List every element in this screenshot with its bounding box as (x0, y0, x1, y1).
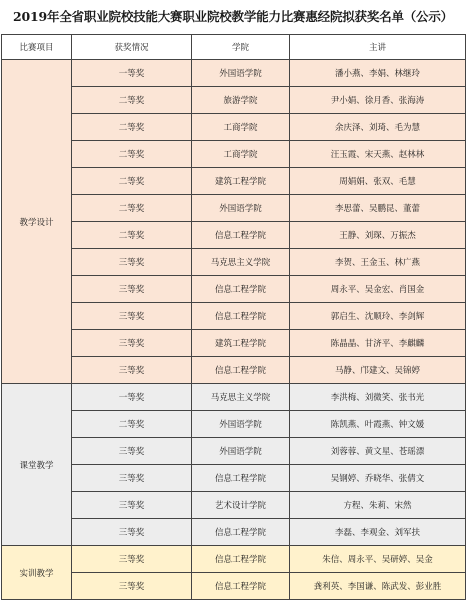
table-row (2, 276, 466, 303)
college-cell: 建筑工程学院 (192, 168, 290, 195)
table-row (2, 573, 466, 600)
award-cell: 三等奖 (72, 492, 192, 519)
college-cell: 信息工程学院 (192, 222, 290, 249)
category-cell-practical: 实训教学 (2, 546, 72, 600)
table-row (2, 168, 466, 195)
college-cell: 信息工程学院 (192, 573, 290, 600)
award-cell: 三等奖 (72, 249, 192, 276)
table-row (2, 384, 466, 411)
award-cell: 二等奖 (72, 87, 192, 114)
college-cell: 信息工程学院 (192, 465, 290, 492)
presenters-cell: 尹小娟、徐月香、张海涛 (290, 87, 466, 114)
award-cell: 一等奖 (72, 384, 192, 411)
presenters-cell: 龚利英、李国谦、陈武发、彭业胜 (290, 573, 466, 600)
award-cell: 三等奖 (72, 519, 192, 546)
college-cell: 信息工程学院 (192, 519, 290, 546)
presenters-cell: 吴钢婷、乔晓华、张倩文 (290, 465, 466, 492)
award-cell: 一等奖 (72, 60, 192, 87)
award-cell: 三等奖 (72, 303, 192, 330)
table-row (2, 195, 466, 222)
table-row (2, 141, 466, 168)
award-cell: 三等奖 (72, 465, 192, 492)
presenters-cell: 汪玉霞、宋天燕、赵林林 (290, 141, 466, 168)
presenters-cell: 王静、刘琛、万振杰 (290, 222, 466, 249)
page-title: 2019年全省职业院校技能大赛职业院校教学能力比赛惠经院拟获奖名单（公示） (13, 9, 453, 24)
table-row (2, 357, 466, 384)
college-cell: 信息工程学院 (192, 357, 290, 384)
award-cell: 二等奖 (72, 222, 192, 249)
table-row (2, 249, 466, 276)
table-row (2, 546, 466, 573)
presenters-cell: 周永平、吴金宏、肖国金 (290, 276, 466, 303)
college-cell: 信息工程学院 (192, 546, 290, 573)
award-cell: 二等奖 (72, 168, 192, 195)
presenters-cell: 陈晶晶、甘济平、李麒麟 (290, 330, 466, 357)
college-cell: 旅游学院 (192, 87, 290, 114)
award-cell: 三等奖 (72, 276, 192, 303)
college-cell: 工商学院 (192, 114, 290, 141)
table-row (2, 519, 466, 546)
award-table-body (2, 60, 466, 600)
header-college: 学院 (192, 35, 290, 60)
presenters-cell: 李洪梅、刘微笑、张书光 (290, 384, 466, 411)
presenters-cell: 李贺、王金玉、林广燕 (290, 249, 466, 276)
header-award: 获奖情况 (72, 35, 192, 60)
presenters-cell: 李磊、李观金、刘军扶 (290, 519, 466, 546)
table-row (2, 222, 466, 249)
header-category: 比赛项目 (2, 35, 72, 60)
presenters-cell: 郭启生、沈顺玲、李剑辉 (290, 303, 466, 330)
award-cell: 二等奖 (72, 114, 192, 141)
table-row (2, 87, 466, 114)
category-cell-classroom: 课堂教学 (2, 384, 72, 546)
table-row (2, 438, 466, 465)
table-row (2, 114, 466, 141)
presenters-cell: 刘蓉蓉、黄文星、苍瑶漂 (290, 438, 466, 465)
category-cell-design: 教学设计 (2, 60, 72, 384)
college-cell: 建筑工程学院 (192, 330, 290, 357)
table-row (2, 303, 466, 330)
college-cell: 外国语学院 (192, 438, 290, 465)
award-cell: 三等奖 (72, 357, 192, 384)
award-cell: 二等奖 (72, 195, 192, 222)
award-table (1, 34, 466, 600)
college-cell: 信息工程学院 (192, 276, 290, 303)
award-cell: 二等奖 (72, 411, 192, 438)
college-cell: 艺术设计学院 (192, 492, 290, 519)
presenters-cell: 陈凯燕、叶霞燕、钟文媛 (290, 411, 466, 438)
presenters-cell: 余庆泽、刘琦、毛为慧 (290, 114, 466, 141)
college-cell: 信息工程学院 (192, 303, 290, 330)
header-row (2, 35, 466, 60)
table-row (2, 330, 466, 357)
award-cell: 三等奖 (72, 330, 192, 357)
college-cell: 外国语学院 (192, 411, 290, 438)
presenters-cell: 马静、邝建文、吴锦婷 (290, 357, 466, 384)
college-cell: 马克思主义学院 (192, 249, 290, 276)
award-cell: 三等奖 (72, 438, 192, 465)
presenters-cell: 朱信、周永平、吴研婷、吴金 (290, 546, 466, 573)
table-row (2, 411, 466, 438)
college-cell: 马克思主义学院 (192, 384, 290, 411)
award-cell: 三等奖 (72, 546, 192, 573)
table-row (2, 492, 466, 519)
table-row (2, 465, 466, 492)
award-cell: 三等奖 (72, 573, 192, 600)
college-cell: 工商学院 (192, 141, 290, 168)
presenters-cell: 周娟娟、张双、毛慧 (290, 168, 466, 195)
college-cell: 外国语学院 (192, 60, 290, 87)
header-presenters: 主讲 (290, 35, 466, 60)
college-cell: 外国语学院 (192, 195, 290, 222)
table-row (2, 60, 466, 87)
presenters-cell: 潘小燕、李娟、林继玲 (290, 60, 466, 87)
presenters-cell: 李思蕾、吴鹏昆、董蕾 (290, 195, 466, 222)
award-cell: 二等奖 (72, 141, 192, 168)
presenters-cell: 方程、朱莉、宋然 (290, 492, 466, 519)
